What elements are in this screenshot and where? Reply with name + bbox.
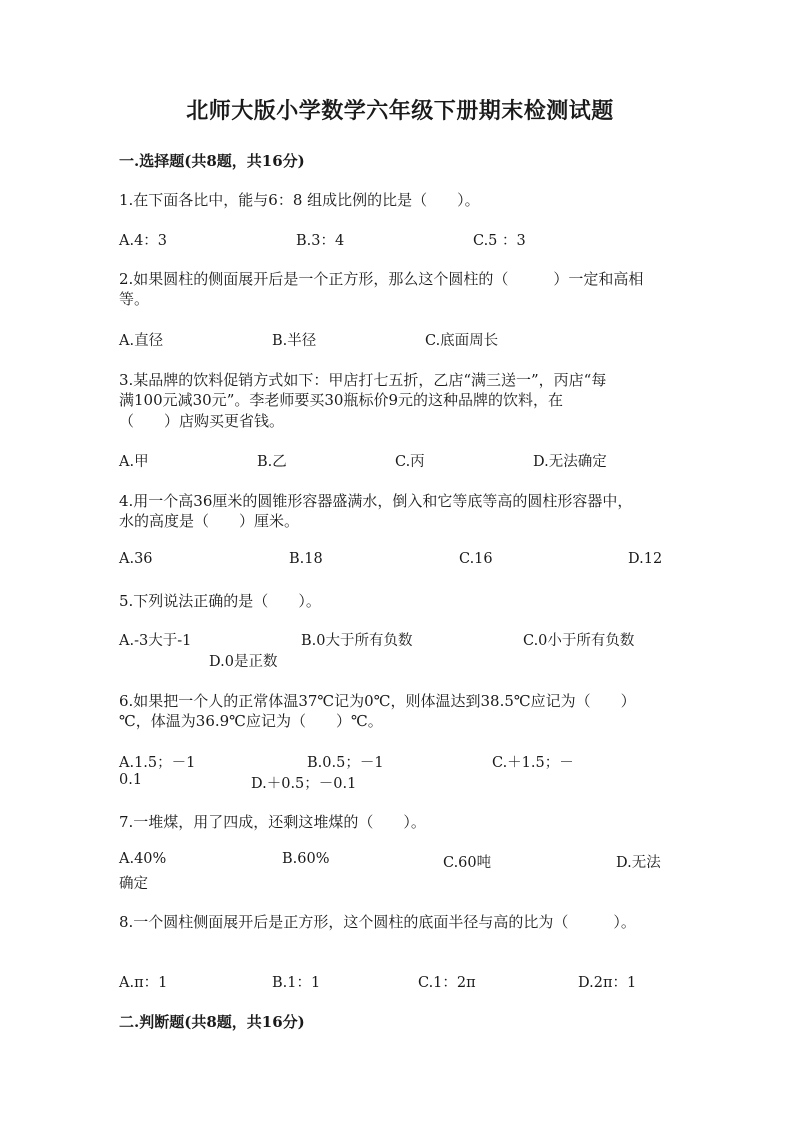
page-title: 北师大版小学数学六年级下册期末检测试题 bbox=[186, 98, 614, 124]
question-6-option-d: D.＋0.5；－0.1 bbox=[251, 776, 357, 792]
question-1-option-c: C.5 ：3 bbox=[473, 233, 526, 249]
question-8-text: 8.一个圆柱侧面展开后是正方形，这个圆柱的底面半径与高的比为（ ）。 bbox=[119, 913, 636, 931]
question-7-option-b: B.60% bbox=[282, 851, 330, 867]
question-2-text-line-1: 2.如果圆柱的侧面展开后是一个正方形，那么这个圆柱的（ ）一定和高相 bbox=[119, 270, 644, 288]
question-6-option-b: B.0.5；－1 bbox=[307, 755, 384, 771]
question-8-option-d: D.2π：1 bbox=[578, 975, 637, 991]
question-1-option-a: A.4：3 bbox=[119, 233, 168, 249]
question-8-option-a: A.π：1 bbox=[119, 975, 168, 991]
question-3-text-line-2: 满100元减30元”。李老师要买30瓶标价9元的这种品牌的饮料，在 bbox=[119, 391, 564, 409]
question-4-option-c: C.16 bbox=[459, 551, 493, 567]
question-4-text-line-1: 4.用一个高36厘米的圆锥形容器盛满水，倒入和它等底等高的圆柱形容器中， bbox=[119, 492, 633, 510]
question-7-option-d-continued: 确定 bbox=[119, 876, 148, 892]
question-8-option-b: B.1：1 bbox=[272, 975, 321, 991]
question-3-option-b: B.乙 bbox=[257, 454, 287, 470]
question-2-option-b: B.半径 bbox=[272, 333, 317, 349]
question-7-option-d: D.无法 bbox=[616, 855, 661, 871]
question-5-option-a: A.-3大于-1 bbox=[119, 633, 192, 649]
question-7-option-c: C.60吨 bbox=[443, 855, 492, 871]
question-3-text-line-3: （ ）店购买更省钱。 bbox=[119, 412, 285, 430]
question-3-option-c: C.丙 bbox=[395, 454, 425, 470]
question-5-text: 5.下列说法正确的是（ ）。 bbox=[119, 592, 321, 610]
question-6-option-c-continued: 0.1 bbox=[119, 772, 143, 788]
question-1-option-b: B.3：4 bbox=[296, 233, 345, 249]
question-4-option-d: D.12 bbox=[628, 551, 663, 567]
question-2-option-c: C.底面周长 bbox=[425, 333, 499, 349]
question-5-option-b: B.0大于所有负数 bbox=[301, 633, 413, 649]
question-2-text-line-2: 等。 bbox=[119, 290, 150, 308]
question-4-option-a: A.36 bbox=[119, 551, 153, 567]
question-8-option-c: C.1：2π bbox=[418, 975, 476, 991]
question-3-option-a: A.甲 bbox=[119, 454, 149, 470]
section-heading-judgment: 二.判断题(共8题，共16分) bbox=[119, 1013, 305, 1031]
question-7-text: 7.一堆煤，用了四成，还剩这堆煤的（ ）。 bbox=[119, 813, 426, 831]
question-4-text-line-2: 水的高度是（ ）厘米。 bbox=[119, 512, 300, 530]
question-2-option-a: A.直径 bbox=[119, 333, 164, 349]
question-3-text-line-1: 3.某品牌的饮料促销方式如下：甲店打七五折，乙店“满三送一”，丙店“每 bbox=[119, 371, 607, 389]
question-3-option-d: D.无法确定 bbox=[533, 454, 607, 470]
question-6-option-c: C.＋1.5；－ bbox=[492, 755, 574, 771]
question-6-text-line-1: 6.如果把一个人的正常体温37℃记为0℃，则体温达到38.5℃应记为（ ） bbox=[119, 692, 636, 710]
question-5-option-d: D.0是正数 bbox=[209, 654, 278, 670]
question-6-text-line-2: ℃，体温为36.9℃应记为（ ）℃。 bbox=[119, 712, 383, 730]
question-1-text: 1.在下面各比中，能与6：8 组成比例的比是（ ）。 bbox=[119, 191, 480, 209]
question-6-option-a: A.1.5；－1 bbox=[119, 755, 196, 771]
question-5-option-c: C.0小于所有负数 bbox=[523, 633, 635, 649]
question-7-option-a: A.40% bbox=[119, 851, 167, 867]
section-heading-choice: 一.选择题(共8题，共16分) bbox=[119, 152, 305, 170]
question-4-option-b: B.18 bbox=[289, 551, 323, 567]
